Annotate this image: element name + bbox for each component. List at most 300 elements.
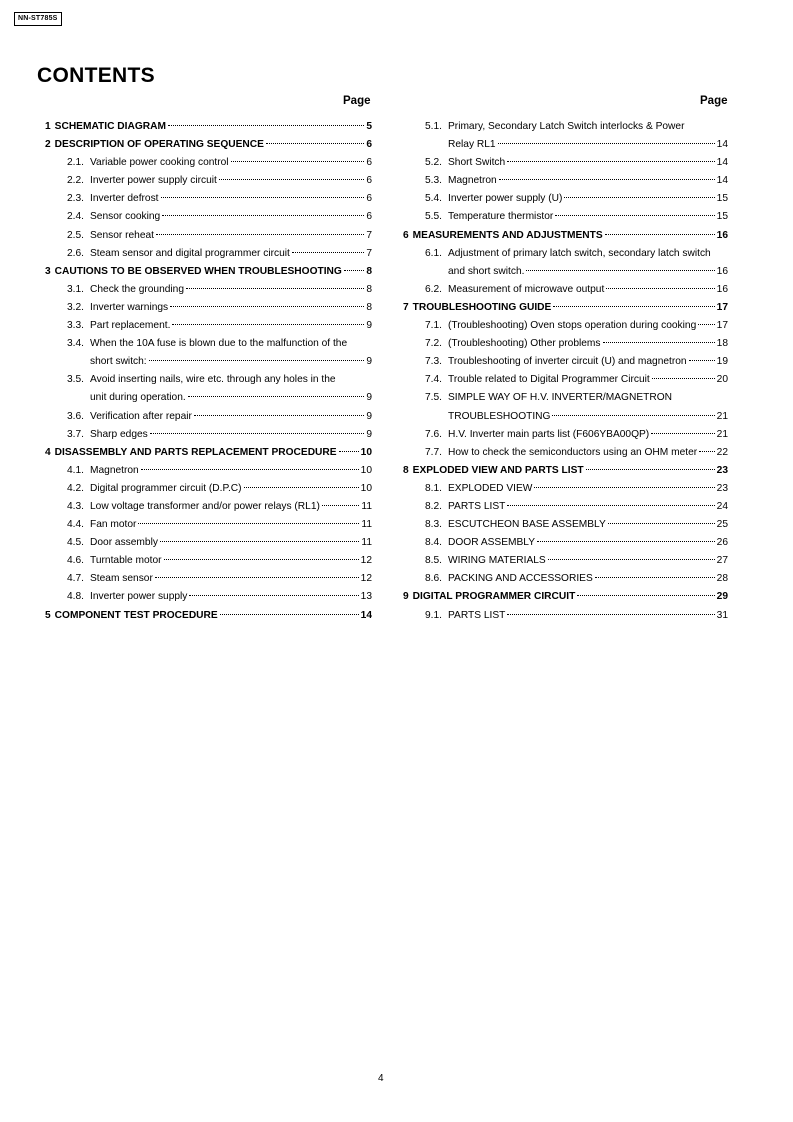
dot-leader (170, 306, 364, 307)
toc-title: CAUTIONS TO BE OBSERVED WHEN TROUBLESHOOTING (54, 265, 342, 277)
toc-subsection[interactable] (45, 570, 372, 588)
toc-line-wrap (67, 335, 372, 353)
toc-title: Measurement of microwave output (448, 283, 605, 295)
toc-number: 5.4. (425, 193, 442, 205)
toc-title: Avoid inserting nails, wire etc. through any holes in the (90, 374, 336, 386)
toc-number: 8.1. (425, 482, 442, 494)
toc-subsection[interactable] (403, 426, 728, 444)
toc-line (425, 335, 728, 353)
toc-line (425, 263, 728, 281)
toc-page: 9 (366, 410, 372, 422)
dot-leader (537, 541, 715, 542)
dot-leader (608, 523, 715, 524)
toc-number: 5.2. (425, 157, 442, 169)
toc-page: 9 (366, 392, 372, 404)
toc-title: Inverter power supply circuit (90, 175, 217, 187)
toc-page: 14 (716, 157, 728, 169)
toc-page: 10 (360, 482, 372, 494)
toc-line (425, 426, 728, 444)
toc-subsection[interactable] (403, 389, 728, 425)
toc-title: Trouble related to Digital Programmer Circuit (448, 374, 650, 386)
toc-line (67, 353, 372, 371)
toc-number: 7 (403, 301, 409, 313)
toc-title: DOOR ASSEMBLY (448, 537, 535, 549)
toc-number: 6 (403, 229, 409, 241)
toc-page: 7 (366, 247, 372, 259)
dot-leader (188, 396, 365, 397)
toc-section[interactable] (403, 299, 728, 317)
toc-number: 4.5. (67, 537, 84, 549)
toc-line (67, 245, 372, 263)
toc-number: 3 (45, 265, 51, 277)
toc-line (425, 480, 728, 498)
dot-leader (194, 415, 364, 416)
toc-number: 6.2. (425, 283, 442, 295)
toc-page: 23 (716, 482, 728, 494)
toc-page: 19 (716, 356, 728, 368)
dot-leader (150, 433, 365, 434)
dot-leader (161, 197, 365, 198)
toc-page: 15 (716, 193, 728, 205)
toc-line (45, 444, 372, 462)
toc-line (67, 534, 372, 552)
toc-line (425, 317, 728, 335)
toc-line (403, 588, 728, 606)
toc-line (425, 516, 728, 534)
toc-line-wrap (425, 118, 728, 136)
toc-number: 8 (403, 464, 409, 476)
toc-title: Check the grounding (90, 283, 185, 295)
toc-page: 10 (360, 446, 372, 458)
toc-section[interactable] (45, 136, 372, 154)
toc-line (67, 172, 372, 190)
toc-line (425, 136, 728, 154)
toc-line (45, 607, 372, 625)
toc-page: 7 (366, 229, 372, 241)
toc-title: TROUBLESHOOTING (448, 410, 551, 422)
toc-page: 11 (361, 519, 372, 531)
toc-subsection[interactable] (403, 172, 728, 190)
toc-page: 6 (366, 157, 372, 169)
toc-number: 3.5. (67, 374, 84, 386)
toc-subsection[interactable] (403, 444, 728, 462)
toc-subsection[interactable] (45, 154, 372, 172)
toc-subsection[interactable] (45, 299, 372, 317)
toc-subsection[interactable] (403, 335, 728, 353)
toc-subsection[interactable] (45, 588, 372, 606)
toc-subsection[interactable] (403, 570, 728, 588)
toc-title: Temperature thermistor (448, 211, 554, 223)
dot-leader (499, 179, 715, 180)
toc-subsection[interactable] (45, 498, 372, 516)
dot-leader (526, 270, 714, 271)
toc-number: 7.2. (425, 338, 442, 350)
toc-subsection[interactable] (45, 281, 372, 299)
toc-line-wrap (425, 245, 728, 263)
toc-title: Turntable motor (90, 555, 162, 567)
toc-subsection[interactable] (45, 480, 372, 498)
dot-leader (292, 252, 364, 253)
toc-line (425, 552, 728, 570)
toc-subsection[interactable] (45, 426, 372, 444)
toc-number: 7.5. (425, 392, 442, 404)
toc-title: PACKING AND ACCESSORIES (448, 573, 593, 585)
toc-subsection[interactable] (45, 208, 372, 226)
toc-subsection[interactable] (45, 317, 372, 335)
toc-page: 16 (716, 265, 728, 277)
dot-leader (652, 378, 715, 379)
toc-subsection[interactable] (45, 335, 372, 371)
toc-line (425, 154, 728, 172)
toc-title: Short Switch (448, 157, 506, 169)
toc-number: 9 (403, 591, 409, 603)
toc-subsection[interactable] (45, 190, 372, 208)
toc-title: Fan motor (90, 519, 137, 531)
toc-title: (Troubleshooting) Oven stops operation during cooking (448, 320, 697, 332)
dot-leader (606, 288, 714, 289)
toc-line (45, 118, 372, 136)
toc-title: Door assembly (90, 537, 158, 549)
dot-leader (155, 577, 359, 578)
dot-leader (507, 505, 714, 506)
toc-number: 4.1. (67, 464, 84, 476)
toc-number: 7.3. (425, 356, 442, 368)
dot-leader (605, 234, 715, 235)
dot-leader (168, 125, 364, 126)
toc-title: Sensor cooking (90, 211, 161, 223)
toc-left-column (45, 118, 372, 625)
dot-leader (552, 415, 714, 416)
toc-section[interactable] (403, 462, 728, 480)
toc-number: 1 (45, 121, 51, 132)
dot-leader (699, 451, 715, 452)
dot-leader (172, 324, 364, 325)
dot-leader (244, 487, 359, 488)
dot-leader (698, 324, 714, 325)
toc-page: 8 (366, 265, 372, 277)
dot-leader (603, 342, 715, 343)
toc-subsection[interactable] (403, 607, 728, 625)
toc-title: unit during operation. (90, 392, 186, 404)
toc-title: and short switch. (448, 265, 525, 277)
toc-line (425, 190, 728, 208)
toc-number: 7.1. (425, 320, 442, 332)
toc-line (425, 570, 728, 588)
toc-line (425, 371, 728, 389)
toc-subsection[interactable] (403, 317, 728, 335)
toc-number: 7.7. (425, 446, 442, 458)
toc-line (67, 408, 372, 426)
dot-leader (162, 215, 364, 216)
dot-leader (164, 559, 359, 560)
toc-title: Inverter power supply (U) (448, 193, 563, 205)
toc-number: 5.3. (425, 175, 442, 187)
toc-line (425, 172, 728, 190)
toc-number: 3.6. (67, 410, 84, 422)
toc-number: 8.4. (425, 537, 442, 549)
toc-title: MEASUREMENTS AND ADJUSTMENTS (412, 229, 603, 241)
toc-title: PARTS LIST (448, 609, 506, 621)
toc-title: Variable power cooking control (90, 157, 229, 169)
dot-leader (507, 161, 714, 162)
toc-title: How to check the semiconductors using an OHM meter (448, 446, 698, 458)
toc-title: Inverter defrost (90, 193, 159, 205)
toc-subsection[interactable] (45, 172, 372, 190)
toc-title: WIRING MATERIALS (448, 555, 546, 567)
toc-page: 8 (366, 301, 372, 313)
toc-title: PARTS LIST (448, 500, 506, 512)
toc-page: 17 (716, 320, 728, 332)
toc-number: 4.6. (67, 555, 84, 567)
toc-subsection[interactable] (403, 154, 728, 172)
toc-page: 14 (360, 609, 372, 621)
toc-page: 27 (716, 555, 728, 567)
toc-subsection[interactable] (403, 245, 728, 281)
toc-subsection[interactable] (403, 208, 728, 226)
toc-subsection[interactable] (45, 245, 372, 263)
toc-number: 4.2. (67, 482, 84, 494)
toc-subsection[interactable] (403, 552, 728, 570)
dot-leader (220, 614, 359, 615)
toc-page: 17 (716, 301, 728, 313)
toc-title: Steam sensor and digital programmer circuit (90, 247, 290, 259)
dot-leader (507, 614, 714, 615)
toc-line (67, 154, 372, 172)
toc-title: Magnetron (448, 175, 497, 187)
dot-leader (339, 451, 359, 452)
toc-number: 6.1. (425, 247, 442, 259)
toc-subsection[interactable] (45, 516, 372, 534)
toc-number: 4 (45, 446, 51, 458)
toc-section[interactable] (45, 607, 372, 625)
dot-leader (689, 360, 715, 361)
toc-page: 14 (716, 139, 728, 151)
dot-leader (189, 595, 358, 596)
toc-number: 5.5. (425, 211, 442, 223)
toc-page: 24 (716, 500, 728, 512)
page-title: CONTENTS (37, 64, 155, 87)
toc-number: 4.3. (67, 500, 84, 512)
toc-title: DESCRIPTION OF OPERATING SEQUENCE (54, 139, 264, 151)
toc-number: 8.6. (425, 573, 442, 585)
toc-line (403, 299, 728, 317)
toc-number: 2.1. (67, 157, 84, 169)
toc-subsection[interactable] (45, 462, 372, 480)
toc-line (67, 426, 372, 444)
toc-line (425, 353, 728, 371)
dot-leader (577, 595, 714, 596)
toc-page: 6 (366, 175, 372, 187)
dot-leader (498, 143, 715, 144)
dot-leader (322, 505, 360, 506)
toc-number: 4.8. (67, 591, 84, 603)
toc-line (425, 534, 728, 552)
toc-number: 2.2. (67, 175, 84, 187)
toc-line (67, 498, 372, 516)
toc-title: Adjustment of primary latch switch, secondary latch switch (448, 247, 711, 259)
toc-line (67, 317, 372, 335)
toc-number: 7.4. (425, 374, 442, 386)
toc-page: 23 (716, 464, 728, 476)
toc-number: 4.4. (67, 519, 84, 531)
toc-subsection[interactable] (45, 371, 372, 407)
toc-title: EXPLODED VIEW (448, 482, 533, 494)
toc-subsection[interactable] (403, 371, 728, 389)
toc-page: 16 (716, 229, 728, 241)
toc-page: 14 (716, 175, 728, 187)
toc-line (67, 208, 372, 226)
dot-leader (186, 288, 364, 289)
toc-title: ESCUTCHEON BASE ASSEMBLY (448, 519, 606, 531)
toc-number: 2.3. (67, 193, 84, 205)
toc-page: 12 (360, 555, 372, 567)
toc-title: Digital programmer circuit (D.P.C) (90, 482, 242, 494)
toc-subsection[interactable] (403, 190, 728, 208)
toc-line (403, 227, 728, 245)
toc-number: 2 (45, 139, 51, 151)
toc-title: Sensor reheat (90, 229, 154, 241)
toc-number: 8.3. (425, 519, 442, 531)
toc-number: 2.6. (67, 247, 84, 259)
toc-line (67, 480, 372, 498)
toc-line (67, 281, 372, 299)
toc-number: 3.3. (67, 320, 84, 332)
toc-subsection[interactable] (403, 498, 728, 516)
toc-title: DISASSEMBLY AND PARTS REPLACEMENT PROCEDURE (54, 446, 337, 458)
dot-leader (564, 197, 714, 198)
toc-number: 3.4. (67, 338, 84, 350)
toc-page: 5 (366, 121, 372, 132)
toc-number: 2.4. (67, 211, 84, 223)
toc-line (425, 208, 728, 226)
toc-title: Inverter warnings (90, 301, 169, 313)
toc-subsection[interactable] (403, 281, 728, 299)
toc-line (67, 389, 372, 407)
toc-subsection[interactable] (45, 227, 372, 245)
toc-page: 11 (361, 500, 372, 512)
toc-title: Part replacement. (90, 320, 171, 332)
toc-section[interactable] (403, 227, 728, 245)
page-number: 4 (378, 1073, 384, 1084)
toc-page: 15 (716, 211, 728, 223)
dot-leader (141, 469, 359, 470)
toc-number: 8.5. (425, 555, 442, 567)
toc-page: 13 (360, 591, 372, 603)
toc-title: Primary, Secondary Latch Switch interlocks & Power (448, 121, 685, 132)
toc-subsection[interactable] (403, 118, 728, 154)
toc-right-column (403, 118, 728, 625)
toc-number: 5 (45, 609, 51, 621)
right-page-header: Page (700, 95, 728, 107)
toc-subsection[interactable] (403, 353, 728, 371)
toc-line (67, 299, 372, 317)
dot-leader (548, 559, 715, 560)
toc-page: 26 (716, 537, 728, 549)
toc-number: 5.1. (425, 121, 442, 132)
dot-leader (555, 215, 714, 216)
toc-line (425, 498, 728, 516)
toc-line (425, 444, 728, 462)
left-page-header: Page (343, 95, 371, 107)
toc-section[interactable] (45, 118, 372, 136)
dot-leader (149, 360, 365, 361)
dot-leader (595, 577, 715, 578)
toc-line (425, 281, 728, 299)
toc-page: 21 (716, 428, 728, 440)
toc-number: 9.1. (425, 609, 442, 621)
toc-line-wrap (425, 389, 728, 407)
toc-line-wrap (67, 371, 372, 389)
toc-page: 12 (360, 573, 372, 585)
toc-subsection[interactable] (45, 534, 372, 552)
dot-leader (651, 433, 714, 434)
dot-leader (156, 234, 364, 235)
toc-title: Low voltage transformer and/or power relays (RL1) (90, 500, 320, 512)
toc-page: 10 (360, 464, 372, 476)
toc-title: Relay RL1 (448, 139, 496, 151)
toc-subsection[interactable] (403, 534, 728, 552)
toc-page: 6 (366, 139, 372, 151)
dot-leader (553, 306, 714, 307)
toc-line (403, 462, 728, 480)
dot-leader (534, 487, 714, 488)
toc-page: 21 (716, 410, 728, 422)
toc-section[interactable] (403, 588, 728, 606)
toc-line (67, 516, 372, 534)
toc-title: short switch: (90, 356, 147, 368)
dot-leader (266, 143, 364, 144)
dot-leader (219, 179, 365, 180)
toc-page: 28 (716, 573, 728, 585)
toc-page: 6 (366, 193, 372, 205)
toc-title: H.V. Inverter main parts list (F606YBA00QP) (448, 428, 650, 440)
toc-section[interactable] (45, 444, 372, 462)
toc-section[interactable] (45, 263, 372, 281)
toc-line (45, 263, 372, 281)
toc-page: 8 (366, 283, 372, 295)
toc-subsection[interactable] (403, 480, 728, 498)
toc-title: SCHEMATIC DIAGRAM (54, 121, 166, 132)
dot-leader (138, 523, 359, 524)
toc-line (67, 190, 372, 208)
dot-leader (344, 270, 365, 271)
toc-page: 18 (716, 338, 728, 350)
toc-subsection[interactable] (403, 516, 728, 534)
toc-subsection[interactable] (45, 552, 372, 570)
model-label: NN-ST785S (14, 12, 62, 26)
toc-page: 31 (716, 609, 728, 621)
toc-page: 6 (366, 211, 372, 223)
toc-line (67, 552, 372, 570)
toc-title: Inverter power supply (90, 591, 188, 603)
toc-number: 3.7. (67, 428, 84, 440)
toc-page: 9 (366, 356, 372, 368)
toc-title: Sharp edges (90, 428, 148, 440)
toc-title: Magnetron (90, 464, 139, 476)
toc-line (425, 607, 728, 625)
toc-page: 22 (716, 446, 728, 458)
toc-title: EXPLODED VIEW AND PARTS LIST (412, 464, 584, 476)
toc-line (67, 588, 372, 606)
toc-title: Troubleshooting of inverter circuit (U) and magnetron (448, 356, 687, 368)
toc-subsection[interactable] (45, 408, 372, 426)
toc-line (425, 408, 728, 426)
toc-number: 8.2. (425, 500, 442, 512)
toc-title: COMPONENT TEST PROCEDURE (54, 609, 218, 621)
toc-page: 20 (716, 374, 728, 386)
toc-title: SIMPLE WAY OF H.V. INVERTER/MAGNETRON (448, 392, 672, 404)
toc-page: 9 (366, 320, 372, 332)
